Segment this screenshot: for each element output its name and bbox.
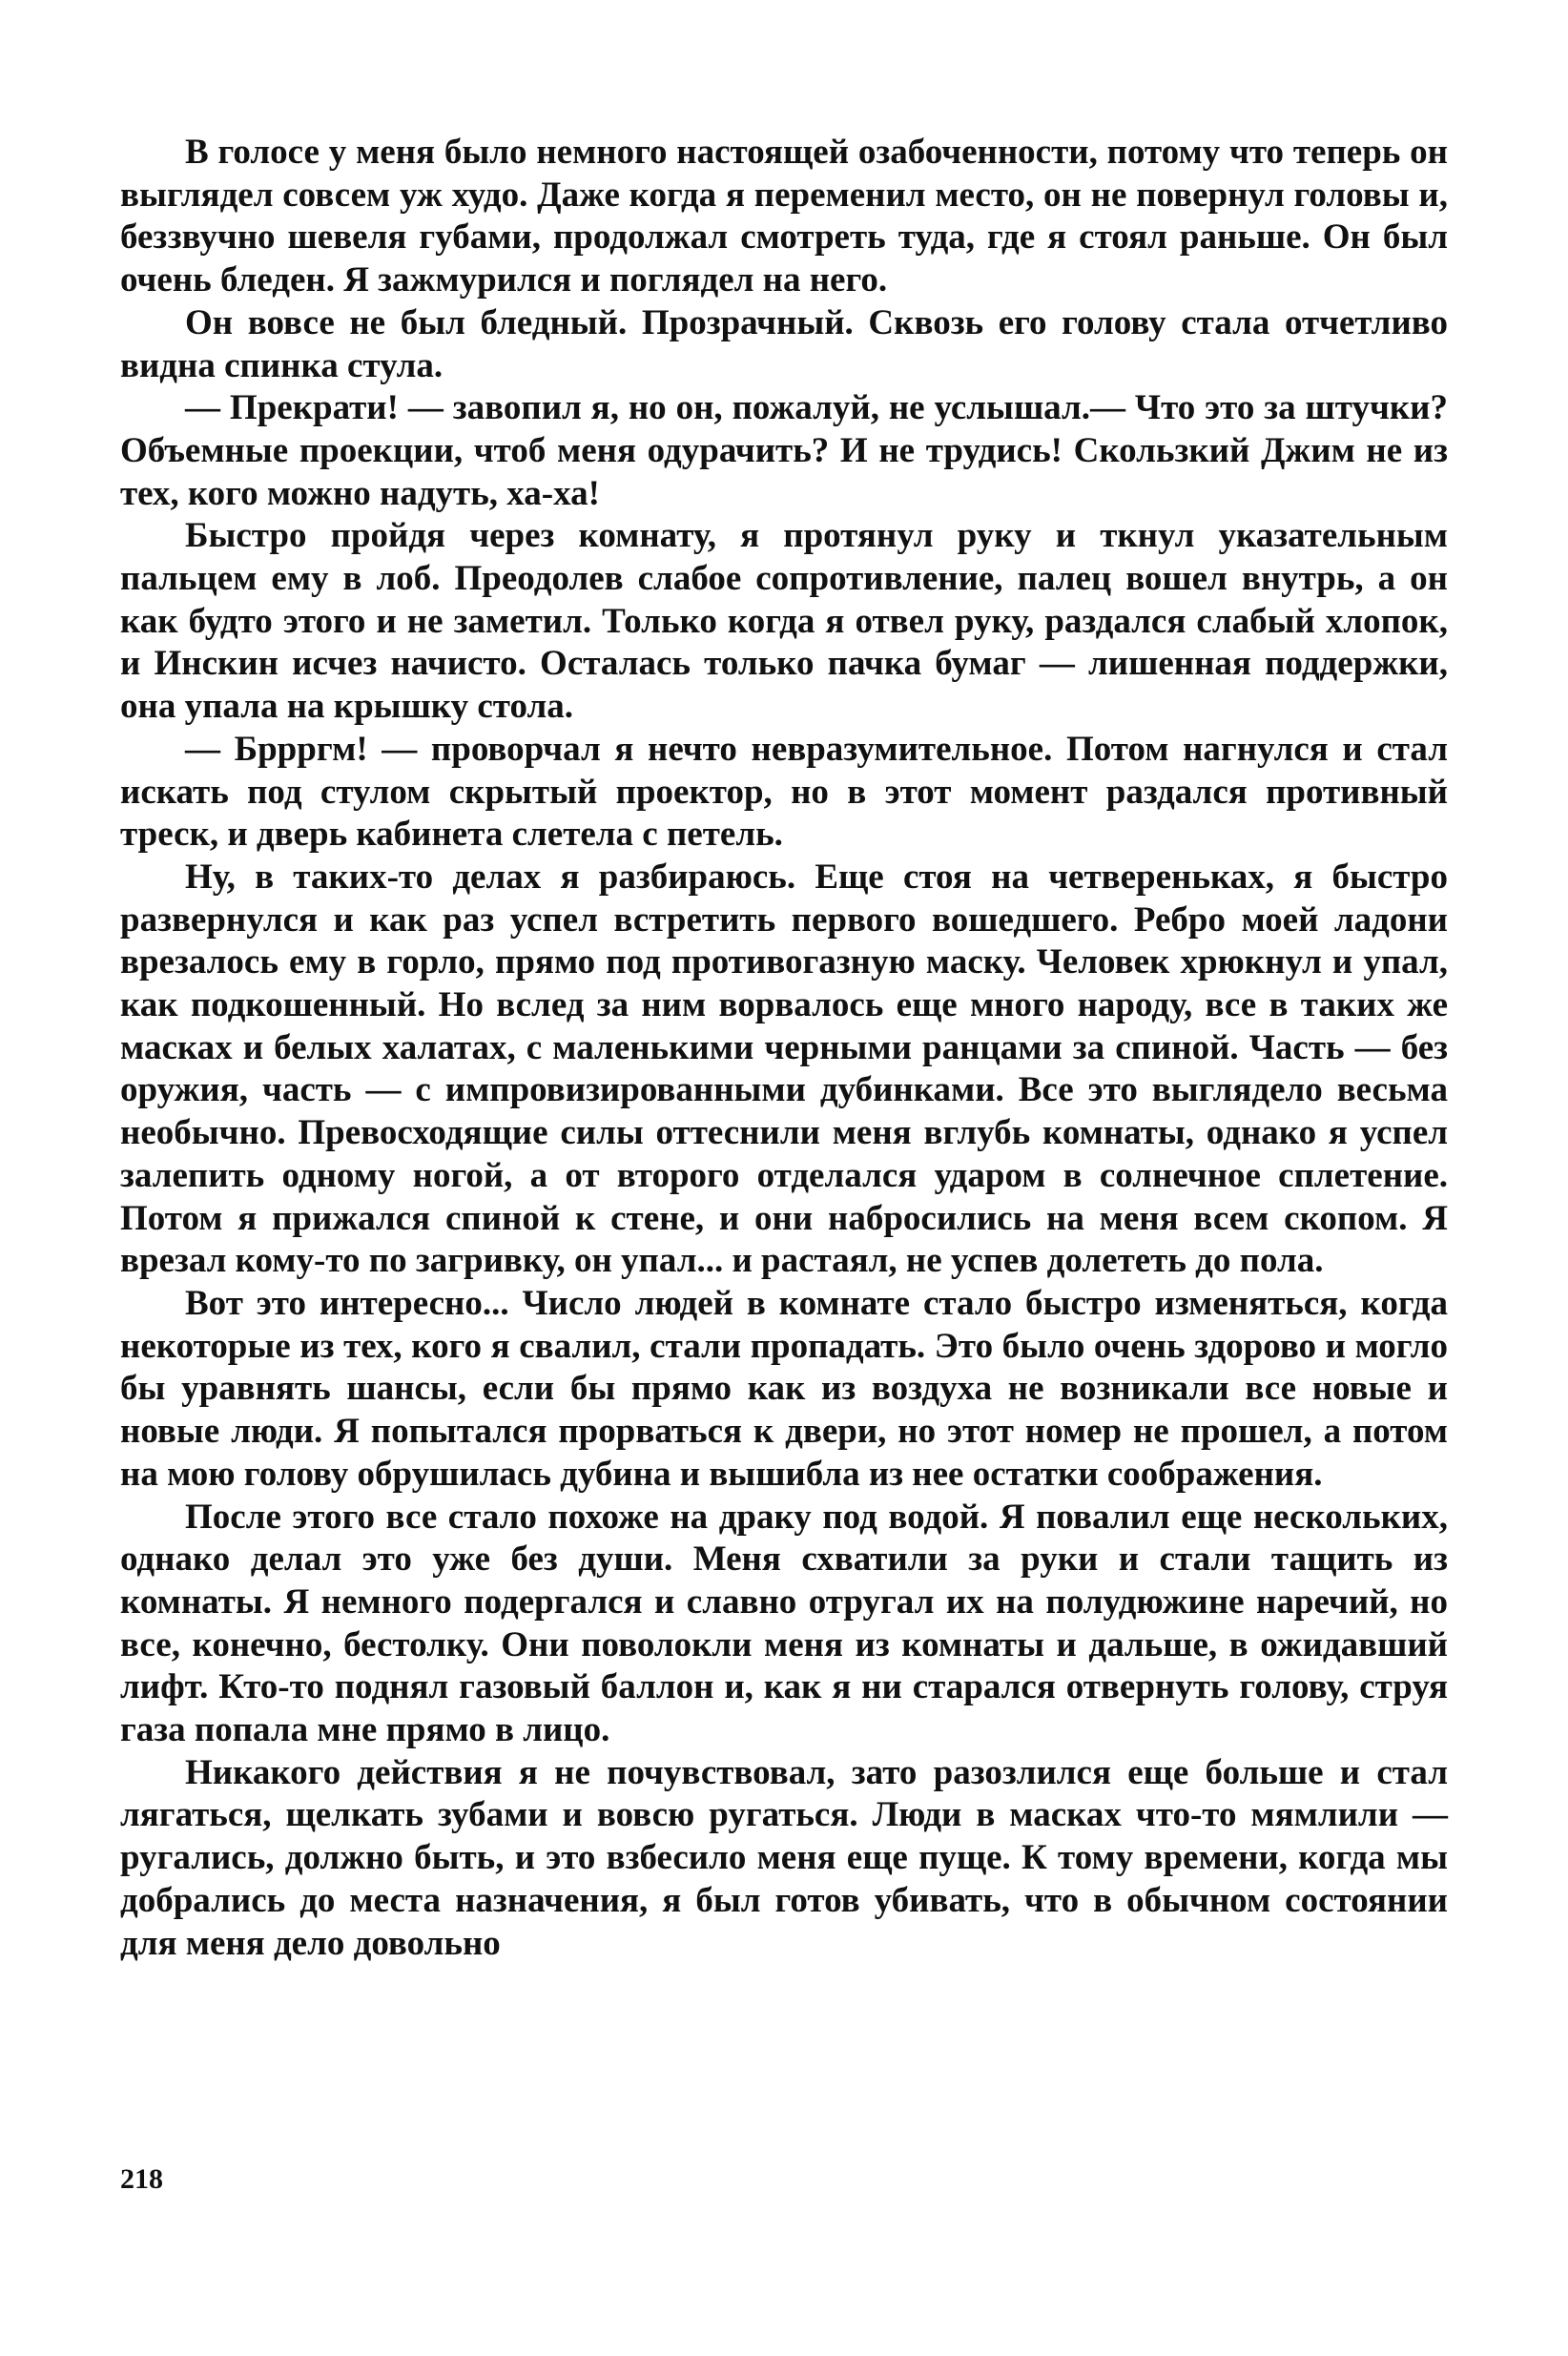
paragraph: — Бррргм! — проворчал я нечто невразумительное. Потом нагнулся и стал искать под стулом скрытый проектор, но в этот момент раздался противный треск, и дверь кабинета слетела с петель. [120,729,1448,855]
paragraph: Ну, в таких-то делах я разбираюсь. Еще стоя на четвереньках, я быстро развернулся и как раз успел встретить первого вошедшего. Ребро моей ладони врезалось ему в горло, прямо под противогазную маску. Человек хрюкнул и упал, как подкошенный. Но вслед за ним ворвалось еще много народу, все в таких же масках и белых халатах, с маленькими черными ранцами за спиной. Часть — без оружия, часть — с импровизированными дубинками. Все это выглядело весьма необычно. Превосходящие силы оттеснили меня вглубь комнаты, однако я успел залепить одному ногой, а от второго отделался ударом в солнечное сплетение. Потом я прижался спиной к стене, и они набросились на меня всем скопом. Я врезал кому-то по загривку, он упал... и растаял, не успев долететь до пола. [120,857,1448,1281]
paragraph: Никакого действия я не почувствовал, зато разозлился еще больше и стал лягаться, щелкать зубами и вовсю ругаться. Люди в масках что-то мямлили — ругались, должно быть, и это взбесило меня еще пуще. К тому времени, когда мы добрались до места назначения, я был готов убивать, что в обычном состоянии для меня дело довольно [120,1752,1448,1963]
paragraph: Быстро пройдя через комнату, я протянул руку и ткнул указательным пальцем ему в лоб. Преодолев слабое сопротивление, палец вошел внутрь, а он как будто этого и не заметил. Только когда я отвел руку, раздался слабый хлопок, и Инскин исчез начисто. Осталась только пачка бумаг — лишенная поддержки, она упала на крышку стола. [120,516,1448,727]
paragraph: Он вовсе не был бледный. Прозрачный. Сквозь его голову стала отчетливо видна спинка стула. [120,302,1448,385]
text-body [120,132,1448,1965]
paragraph: В голосе у меня было немного настоящей озабоченности, потому что теперь он выглядел совсем уж худо. Даже когда я переменил место, он не повернул головы и, беззвучно шевеля губами, продолжал смотреть туда, где я стоял раньше. Он был очень бледен. Я зажмурился и поглядел на него. [120,133,1448,300]
paragraph: Вот это интересно... Число людей в комнате стало быстро изменяться, когда некоторые из тех, кого я свалил, стали пропадать. Это было очень здорово и могло бы уравнять шансы, если бы прямо как из воздуха не возникали все новые и новые люди. Я попытался прорваться к двери, но этот номер не прошел, а потом на мою голову обрушилась дубина и вышибла из нее остатки соображения. [120,1283,1448,1494]
paragraph: После этого все стало похоже на драку под водой. Я повалил еще нескольких, однако делал это уже без души. Меня схватили за руки и стали тащить из комнаты. Я немного подергался и славно отругал их на полудюжине наречий, но все, конечно, бестолку. Они поволокли меня из комнаты и дальше, в ожидавший лифт. Кто-то поднял газовый баллон и, как я ни старался отвернуть голову, струя газа попала мне прямо в лицо. [120,1497,1448,1750]
page-number: 218 [120,2163,163,2195]
paragraph: — Прекрати! — завопил я, но он, пожалуй, не услышал.— Что это за штучки? Объемные проекции, чтоб меня одурачить? И не трудись! Скользкий Джим не из тех, кого можно надуть, ха-ха! [120,388,1448,513]
